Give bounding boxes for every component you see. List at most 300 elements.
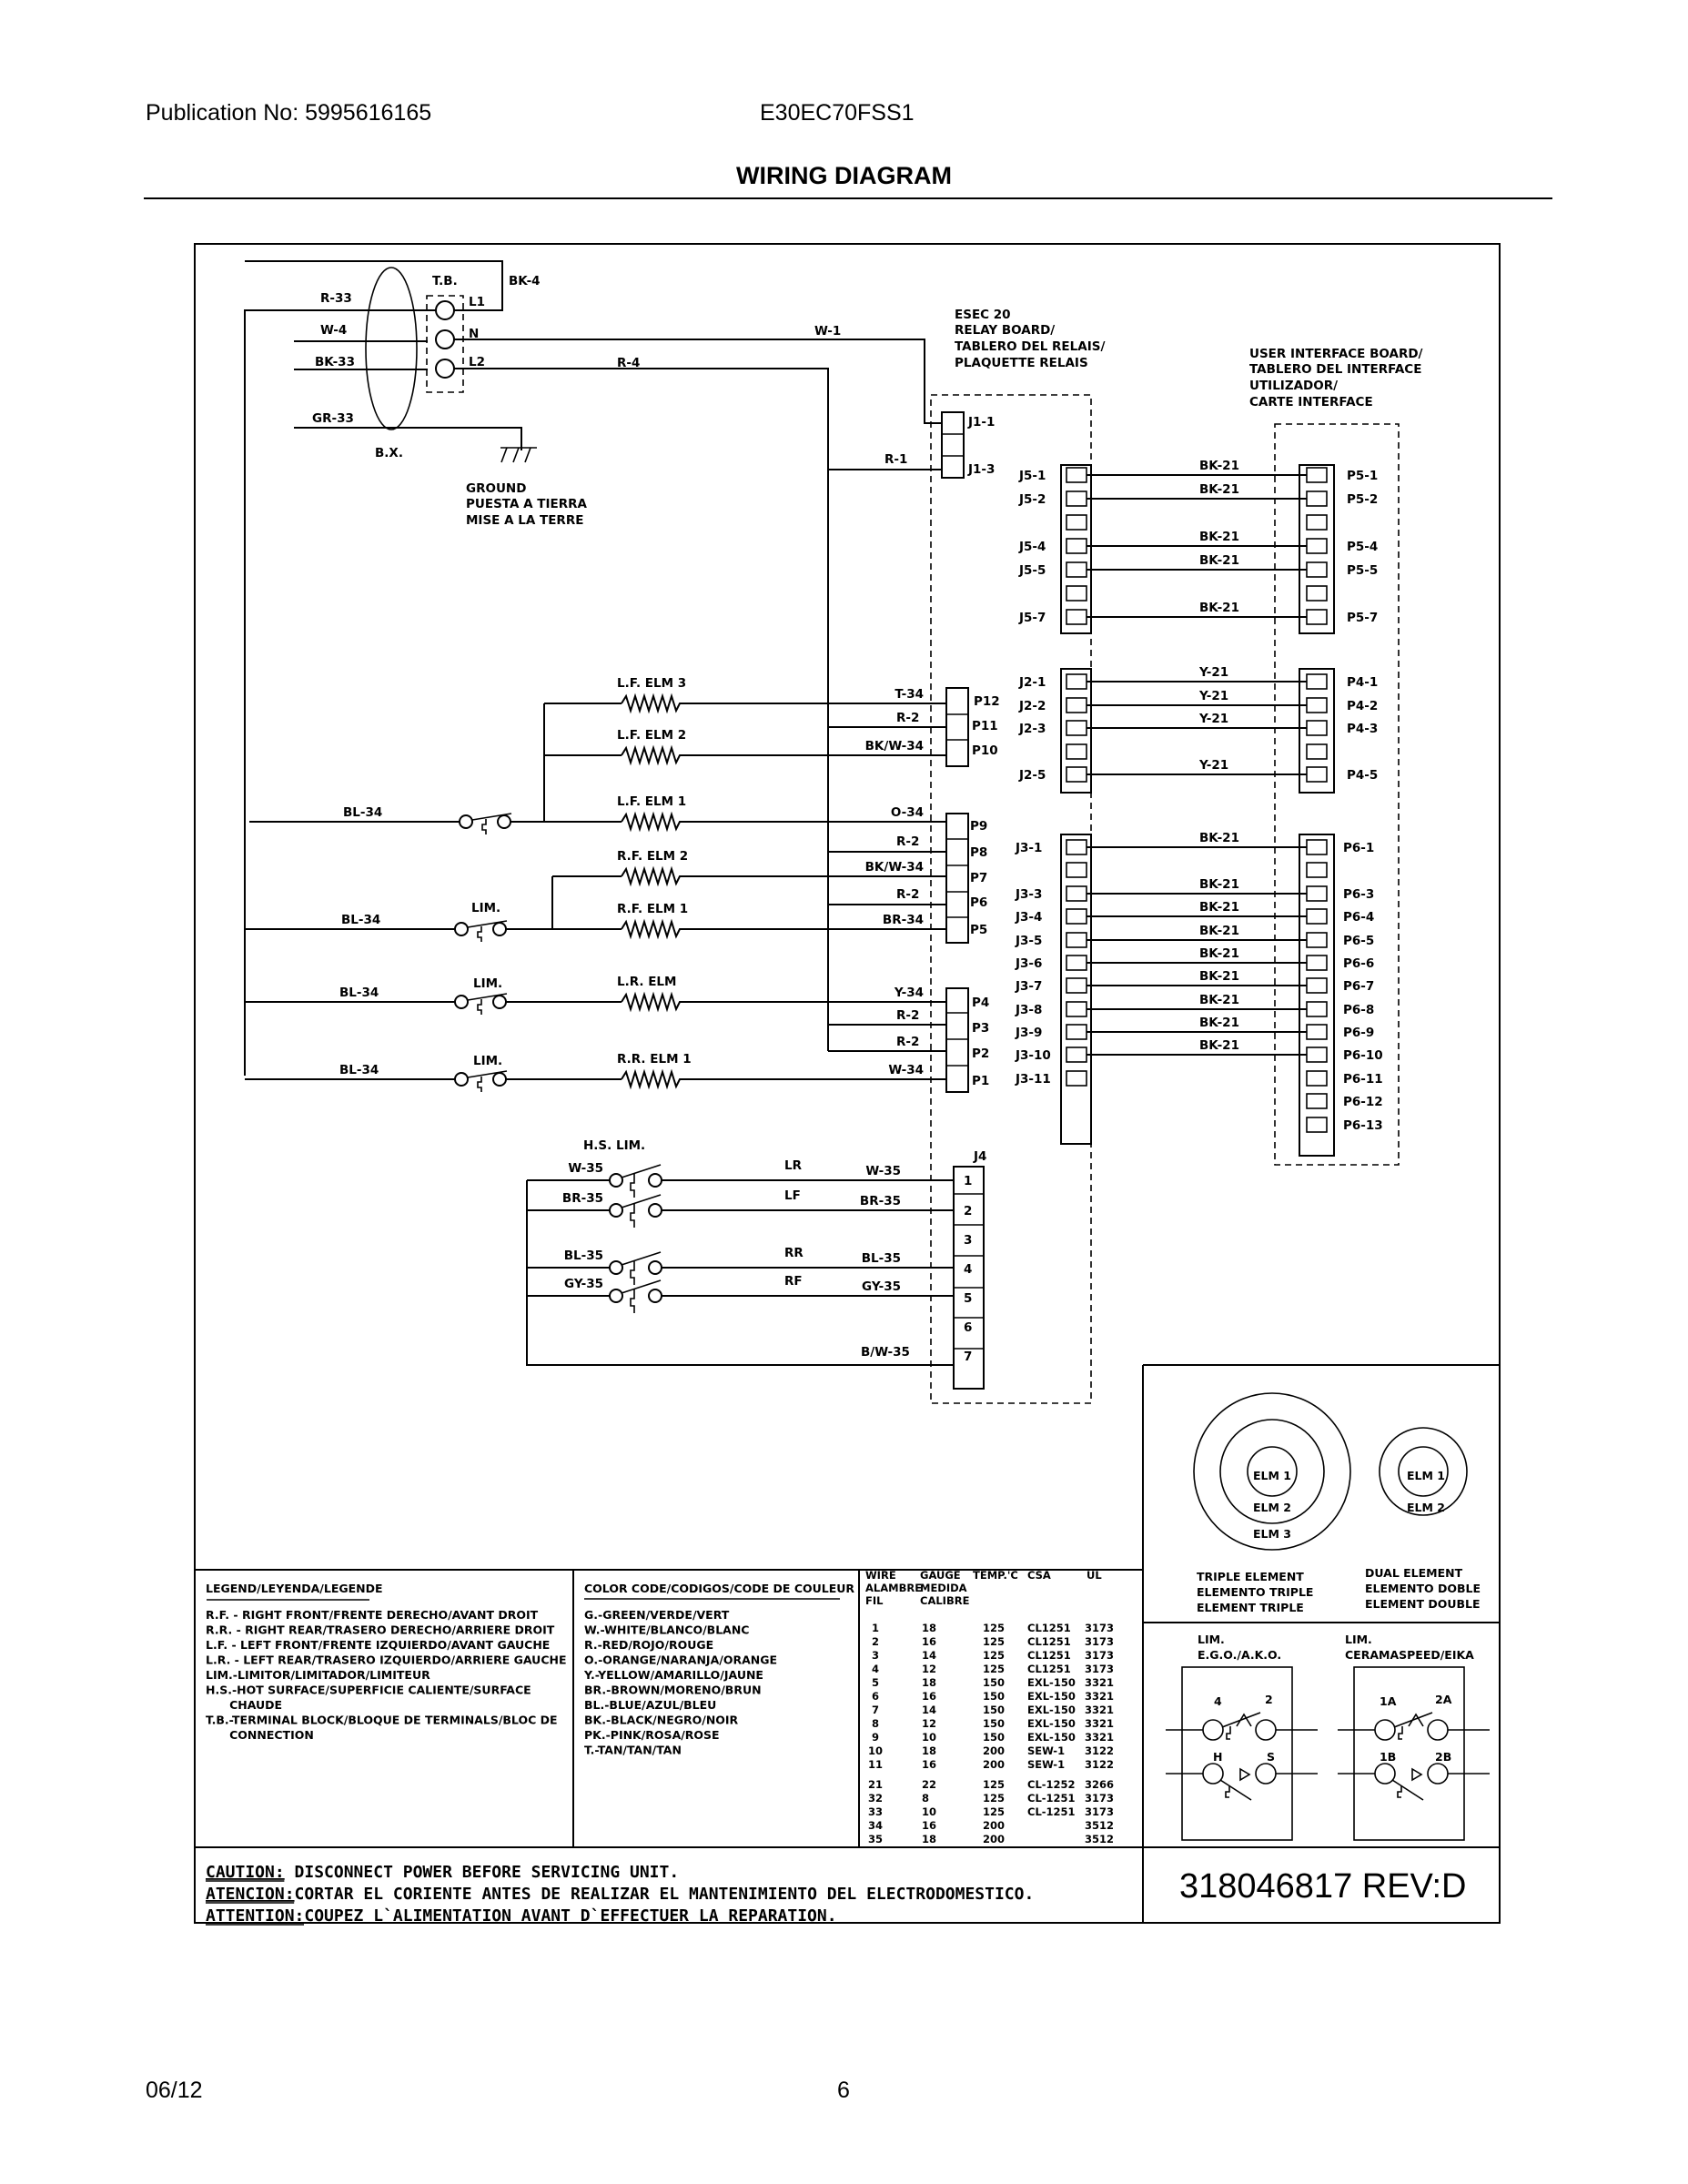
relay-board-label: ESEC 20 [955, 308, 1011, 322]
svg-text:J3-6: J3-6 [1016, 956, 1043, 971]
svg-text:7: 7 [964, 1350, 973, 1364]
svg-text:BR-34: BR-34 [882, 913, 924, 927]
svg-text:125: 125 [983, 1649, 1006, 1662]
svg-text:3173: 3173 [1085, 1649, 1115, 1662]
model-number: E30EC70FSS1 [760, 100, 915, 126]
svg-text:BL.-BLUE/AZUL/BLEU: BL.-BLUE/AZUL/BLEU [584, 1698, 717, 1712]
svg-text:1: 1 [964, 1174, 973, 1188]
svg-text:33: 33 [868, 1805, 884, 1818]
svg-text:6: 6 [964, 1320, 973, 1335]
ground-icon [500, 448, 537, 462]
svg-text:UTILIZADOR/: UTILIZADOR/ [1249, 379, 1339, 393]
svg-text:P6-9: P6-9 [1343, 1026, 1375, 1040]
terminal-block-label: T.B. [432, 274, 458, 288]
svg-text:3266: 3266 [1085, 1778, 1115, 1791]
svg-text:125: 125 [983, 1635, 1006, 1648]
p12-p10-block [946, 688, 968, 766]
svg-text:P6-11: P6-11 [1343, 1072, 1383, 1087]
svg-text:W-34: W-34 [888, 1063, 924, 1077]
svg-text:22: 22 [922, 1778, 937, 1791]
dual-element-caption: DUAL ELEMENT [1365, 1566, 1463, 1580]
p7-label: P7 [970, 871, 988, 885]
svg-text:P5-1: P5-1 [1347, 469, 1379, 483]
elements-section [245, 676, 946, 1092]
hs-lim-label: H.S. LIM. [583, 1138, 646, 1153]
j1-1-label: J1-1 [968, 415, 996, 430]
svg-text:2B: 2B [1435, 1750, 1452, 1764]
svg-text:BK-21: BK-21 [1199, 831, 1239, 845]
svg-text:J3-8: J3-8 [1016, 1003, 1043, 1017]
svg-text:2A: 2A [1435, 1693, 1452, 1706]
svg-text:J2-5: J2-5 [1019, 768, 1046, 783]
wire-label-r1: R-1 [884, 452, 908, 467]
svg-text:J3-11: J3-11 [1016, 1072, 1051, 1087]
wire-label-r2: R-2 [896, 887, 920, 902]
p2-label: P2 [972, 1046, 990, 1061]
svg-text:ELM 3: ELM 3 [1253, 1527, 1291, 1541]
svg-text:J2-3: J2-3 [1019, 722, 1046, 736]
svg-text:16: 16 [922, 1758, 937, 1771]
svg-text:CL1251: CL1251 [1027, 1663, 1071, 1675]
wire-label-r4: R-4 [617, 356, 641, 370]
svg-text:125: 125 [983, 1805, 1006, 1818]
svg-text:ATTENTION:COUPEZ L`ALIMENTATIO: ATTENTION:COUPEZ L`ALIMENTATION AVANT D`EFFECTUER LA REPARATION. [206, 1906, 837, 1926]
svg-text:ELEMENTO DOBLE: ELEMENTO DOBLE [1365, 1582, 1481, 1595]
caution-panel [206, 1863, 1467, 1926]
svg-text:4: 4 [872, 1663, 880, 1675]
svg-text:R.R. ELM 1: R.R. ELM 1 [617, 1052, 692, 1067]
svg-text:S: S [1267, 1750, 1276, 1764]
wire-label-r2: R-2 [896, 834, 920, 849]
footer-page-number: 6 [837, 2078, 850, 2103]
svg-text:J5-7: J5-7 [1019, 611, 1046, 625]
svg-text:P6-6: P6-6 [1343, 956, 1375, 971]
wire-label-bl34: BL-34 [343, 805, 383, 820]
svg-text:16: 16 [922, 1690, 937, 1703]
svg-text:BL-35: BL-35 [563, 1249, 603, 1263]
svg-text:3512: 3512 [1085, 1819, 1115, 1832]
svg-text:EXL-150: EXL-150 [1027, 1704, 1076, 1716]
svg-text:BR-35: BR-35 [859, 1194, 901, 1208]
svg-text:3321: 3321 [1085, 1717, 1115, 1730]
p3-label: P3 [972, 1021, 990, 1036]
svg-text:BK-21: BK-21 [1199, 877, 1239, 892]
svg-text:21: 21 [868, 1778, 884, 1791]
page-title: WIRING DIAGRAM [736, 162, 952, 189]
p10-label: P10 [972, 743, 998, 758]
svg-text:BK-21: BK-21 [1199, 993, 1239, 1007]
limiter-types-panel [1166, 1633, 1490, 1840]
element-types-panel [1143, 1365, 1500, 1923]
svg-text:ELEMENT DOUBLE: ELEMENT DOUBLE [1365, 1597, 1481, 1611]
wire-label-gr33: GR-33 [312, 411, 354, 426]
svg-text:32: 32 [868, 1792, 884, 1805]
svg-text:16: 16 [922, 1819, 937, 1832]
p6-connector [1299, 834, 1334, 1156]
svg-text:T.-TAN/TAN/TAN: T.-TAN/TAN/TAN [584, 1743, 682, 1757]
svg-text:Y-21: Y-21 [1199, 758, 1229, 773]
svg-text:7: 7 [872, 1704, 880, 1716]
limiter-label: LIM. [473, 976, 503, 991]
svg-text:10: 10 [922, 1805, 937, 1818]
legend-title: LEGEND/LEYENDA/LEGENDE [206, 1582, 383, 1595]
svg-text:BL-35: BL-35 [861, 1251, 901, 1266]
svg-text:BK-21: BK-21 [1199, 969, 1239, 984]
svg-text:EXL-150: EXL-150 [1027, 1690, 1076, 1703]
svg-text:TEMP.'C: TEMP.'C [973, 1569, 1018, 1582]
svg-text:Y-34: Y-34 [894, 986, 924, 1000]
svg-text:P6-10: P6-10 [1343, 1048, 1383, 1063]
svg-text:R.-RED/ROJO/ROUGE: R.-RED/ROJO/ROUGE [584, 1638, 714, 1652]
user-interface-board [1249, 347, 1423, 1165]
terminal-l1-label: L1 [469, 295, 485, 309]
svg-text:P6-5: P6-5 [1343, 934, 1375, 948]
svg-text:J5-4: J5-4 [1019, 540, 1046, 554]
wire-spec-table [865, 1569, 1114, 1845]
svg-text:BK/W-34: BK/W-34 [864, 860, 924, 875]
svg-text:W-35: W-35 [568, 1161, 603, 1176]
svg-text:CL1251: CL1251 [1027, 1622, 1071, 1634]
svg-text:34: 34 [868, 1819, 884, 1832]
svg-text:WIRE: WIRE [865, 1569, 896, 1582]
svg-text:J2-1: J2-1 [1019, 675, 1046, 690]
svg-text:150: 150 [983, 1690, 1006, 1703]
wire-label-r2: R-2 [896, 1008, 920, 1023]
svg-text:BK-21: BK-21 [1199, 482, 1239, 497]
p4-label: P4 [972, 996, 990, 1010]
wire-label-bw35: B/W-35 [861, 1345, 910, 1360]
svg-text:200: 200 [983, 1744, 1006, 1757]
hs-limiter-switch-icon [610, 1165, 662, 1198]
wire-label-bl34: BL-34 [339, 986, 379, 1000]
wire-label-w1: W-1 [814, 324, 842, 339]
svg-text:O.-ORANGE/NARANJA/ORANGE: O.-ORANGE/NARANJA/ORANGE [584, 1653, 778, 1667]
svg-text:3173: 3173 [1085, 1635, 1115, 1648]
svg-text:CONNECTION: CONNECTION [206, 1728, 314, 1742]
terminal-l1-icon [436, 301, 454, 319]
svg-text:P6-12: P6-12 [1343, 1095, 1383, 1109]
svg-text:10: 10 [922, 1731, 937, 1744]
svg-text:Y-21: Y-21 [1199, 712, 1229, 726]
bx-cable-icon [366, 268, 417, 430]
hot-surface-limiters [527, 1138, 954, 1365]
hs-limiter-switch-icon [610, 1252, 662, 1285]
svg-text:125: 125 [983, 1663, 1006, 1675]
svg-text:1: 1 [872, 1622, 880, 1634]
footer-date: 06/12 [146, 2078, 203, 2103]
svg-text:P5-2: P5-2 [1347, 492, 1379, 507]
svg-text:L.R. - LEFT REAR/TRASERO IZQUI: L.R. - LEFT REAR/TRASERO IZQUIERDO/ARRIERE GAUCHE [206, 1653, 567, 1667]
publication-number: Publication No: 5995616165 [146, 100, 432, 126]
svg-text:125: 125 [983, 1622, 1006, 1634]
svg-text:200: 200 [983, 1819, 1006, 1832]
svg-text:125: 125 [983, 1792, 1006, 1805]
wire-r4-bus [454, 369, 828, 1051]
svg-text:EXL-150: EXL-150 [1027, 1676, 1076, 1689]
svg-text:5: 5 [872, 1676, 880, 1689]
svg-text:4: 4 [1214, 1694, 1222, 1708]
svg-text:BK-21: BK-21 [1199, 900, 1239, 915]
svg-text:3: 3 [872, 1649, 880, 1662]
ceramaspeed-limiter-title: LIM. [1345, 1633, 1372, 1646]
svg-text:R.R. - RIGHT REAR/TRASERO DERE: R.R. - RIGHT REAR/TRASERO DERECHO/ARRIERE DROIT [206, 1623, 555, 1637]
svg-text:ELEMENTO TRIPLE: ELEMENTO TRIPLE [1197, 1585, 1314, 1599]
svg-text:PLAQUETTE RELAIS: PLAQUETTE RELAIS [955, 356, 1088, 370]
triple-element-caption: TRIPLE ELEMENT [1197, 1570, 1304, 1583]
svg-text:CARTE INTERFACE: CARTE INTERFACE [1249, 395, 1373, 410]
svg-text:12: 12 [922, 1717, 937, 1730]
wire-label-bk4: BK-4 [509, 274, 541, 288]
svg-text:GY-35: GY-35 [564, 1277, 603, 1291]
p1-label: P1 [972, 1074, 990, 1088]
svg-text:3321: 3321 [1085, 1731, 1115, 1744]
svg-text:18: 18 [922, 1833, 937, 1845]
svg-text:W-35: W-35 [865, 1164, 901, 1178]
svg-text:3: 3 [964, 1233, 973, 1248]
svg-text:18: 18 [922, 1622, 937, 1634]
svg-text:Y-21: Y-21 [1199, 665, 1229, 680]
svg-text:J3-4: J3-4 [1016, 910, 1043, 925]
ground-label-es: PUESTA A TIERRA [466, 497, 587, 511]
svg-text:LF: LF [784, 1188, 801, 1203]
svg-text:3512: 3512 [1085, 1833, 1115, 1845]
svg-text:O-34: O-34 [890, 805, 924, 820]
svg-text:3173: 3173 [1085, 1805, 1115, 1818]
terminal-block-section [245, 261, 588, 1076]
limiter-switch-icon [455, 1071, 507, 1092]
svg-text:P4-5: P4-5 [1347, 768, 1379, 783]
svg-text:3321: 3321 [1085, 1676, 1115, 1689]
svg-text:CL1251: CL1251 [1027, 1649, 1071, 1662]
svg-text:CSA: CSA [1027, 1569, 1051, 1582]
svg-text:T.B.-TERMINAL BLOCK/BLOQUE DE: T.B.-TERMINAL BLOCK/BLOQUE DE TERMINALS/BLOC DE [206, 1713, 558, 1727]
svg-text:14: 14 [922, 1649, 937, 1662]
svg-text:1B: 1B [1380, 1750, 1397, 1764]
p5-connector [1299, 465, 1334, 633]
svg-text:BK-21: BK-21 [1199, 946, 1239, 961]
svg-text:CL-1251: CL-1251 [1027, 1792, 1076, 1805]
ego-limiter-icon [1182, 1667, 1292, 1840]
svg-text:RELAY BOARD/: RELAY BOARD/ [955, 323, 1056, 338]
svg-text:150: 150 [983, 1731, 1006, 1744]
hs-limiter-switch-icon [610, 1280, 662, 1313]
hs-limiter-switch-icon [610, 1195, 662, 1228]
svg-text:CL1251: CL1251 [1027, 1635, 1071, 1648]
svg-text:PK.-PINK/ROSA/ROSE: PK.-PINK/ROSA/ROSE [584, 1728, 720, 1742]
svg-text:6: 6 [872, 1690, 880, 1703]
limiter-switch-icon [455, 921, 507, 942]
svg-text:CALIBRE: CALIBRE [920, 1594, 970, 1607]
svg-text:L.F. ELM 2: L.F. ELM 2 [617, 728, 687, 743]
svg-text:8: 8 [922, 1792, 930, 1805]
terminal-n-label: N [469, 327, 480, 341]
svg-text:H: H [1213, 1750, 1223, 1764]
svg-text:L.R. ELM: L.R. ELM [617, 975, 677, 989]
svg-text:J3-7: J3-7 [1016, 979, 1043, 994]
svg-text:ELM 2: ELM 2 [1253, 1501, 1291, 1514]
svg-text:MEDIDA: MEDIDA [920, 1582, 967, 1594]
svg-text:EXL-150: EXL-150 [1027, 1731, 1076, 1744]
wire-label-r2: R-2 [896, 1035, 920, 1049]
svg-text:ATENCION:CORTAR EL CORIENTE AN: ATENCION:CORTAR EL CORIENTE ANTES DE REALIZAR EL MANTENIMIENTO DEL ELECTRODOMESTICO. [206, 1885, 1035, 1904]
limiter-switch-icon [460, 814, 511, 834]
terminal-n-icon [436, 330, 454, 349]
svg-text:SEW-1: SEW-1 [1027, 1758, 1066, 1771]
svg-text:3173: 3173 [1085, 1622, 1115, 1634]
color-code-title: COLOR CODE/CODIGOS/CODE DE COULEUR [584, 1582, 855, 1595]
svg-text:BK-21: BK-21 [1199, 553, 1239, 568]
svg-text:BK-21: BK-21 [1199, 530, 1239, 544]
svg-text:J5-2: J5-2 [1019, 492, 1046, 507]
svg-text:P6-1: P6-1 [1343, 841, 1375, 855]
svg-text:P5-4: P5-4 [1347, 540, 1379, 554]
ego-limiter-title: LIM. [1198, 1633, 1225, 1646]
svg-text:3122: 3122 [1085, 1758, 1115, 1771]
svg-text:BR-35: BR-35 [561, 1191, 603, 1206]
svg-text:P6-3: P6-3 [1343, 887, 1375, 902]
svg-text:G.-GREEN/VERDE/VERT: G.-GREEN/VERDE/VERT [584, 1608, 730, 1622]
svg-text:L.F. - LEFT FRONT/FRENTE IZQUI: L.F. - LEFT FRONT/FRENTE IZQUIERDO/AVANT GAUCHE [206, 1638, 551, 1652]
svg-text:ELM 1: ELM 1 [1253, 1469, 1291, 1482]
svg-text:J3-10: J3-10 [1016, 1048, 1051, 1063]
svg-text:E.G.O./A.K.O.: E.G.O./A.K.O. [1198, 1648, 1282, 1662]
drawing-number: 318046817 REV:D [1179, 1867, 1467, 1906]
wire-label-bl34: BL-34 [341, 913, 381, 927]
svg-text:GY-35: GY-35 [862, 1279, 901, 1294]
svg-text:J3-9: J3-9 [1016, 1026, 1043, 1040]
svg-text:R.F. ELM 2: R.F. ELM 2 [617, 849, 689, 864]
svg-text:FIL: FIL [865, 1594, 884, 1607]
svg-text:200: 200 [983, 1833, 1006, 1845]
svg-text:P6-7: P6-7 [1343, 979, 1375, 994]
svg-text:18: 18 [922, 1676, 937, 1689]
svg-text:GAUGE: GAUGE [920, 1569, 961, 1582]
svg-text:LIM.-LIMITOR/LIMITADOR/LIMITEU: LIM.-LIMITOR/LIMITADOR/LIMITEUR [206, 1668, 430, 1682]
svg-text:5: 5 [964, 1291, 973, 1306]
svg-text:TABLERO DEL RELAIS/: TABLERO DEL RELAIS/ [955, 339, 1106, 354]
svg-text:CAUTION: DISCONNECT POWER BEFO: CAUTION: DISCONNECT POWER BEFORE SERVICING UNIT. [206, 1863, 680, 1882]
ground-label: GROUND [466, 481, 527, 496]
p9-label: P9 [970, 819, 988, 834]
svg-text:SEW-1: SEW-1 [1027, 1744, 1066, 1757]
wire-label-r33: R-33 [320, 291, 352, 306]
svg-text:CHAUDE: CHAUDE [206, 1698, 283, 1712]
wire-label-bl34: BL-34 [339, 1063, 379, 1077]
svg-text:L.F. ELM 1: L.F. ELM 1 [617, 794, 687, 809]
svg-text:9: 9 [872, 1731, 880, 1744]
p5-label: P5 [970, 923, 988, 937]
svg-text:150: 150 [983, 1704, 1006, 1716]
svg-text:RR: RR [784, 1246, 804, 1260]
p11-label: P11 [972, 719, 998, 733]
svg-text:UL: UL [1087, 1569, 1102, 1582]
bx-label: B.X. [375, 446, 403, 460]
svg-text:LR: LR [784, 1158, 802, 1173]
svg-text:P4-2: P4-2 [1347, 699, 1379, 713]
svg-text:1A: 1A [1380, 1694, 1397, 1708]
svg-text:Y.-YELLOW/AMARILLO/JAUNE: Y.-YELLOW/AMARILLO/JAUNE [584, 1668, 763, 1682]
svg-text:W.-WHITE/BLANCO/BLANC: W.-WHITE/BLANCO/BLANC [584, 1623, 750, 1637]
svg-text:BK-21: BK-21 [1199, 1016, 1239, 1030]
svg-text:ELEMENT TRIPLE: ELEMENT TRIPLE [1197, 1601, 1304, 1614]
svg-text:11: 11 [868, 1758, 884, 1771]
svg-text:BK-21: BK-21 [1199, 601, 1239, 615]
svg-text:18: 18 [922, 1744, 937, 1757]
svg-text:3122: 3122 [1085, 1744, 1115, 1757]
p8-label: P8 [970, 845, 988, 860]
svg-text:10: 10 [868, 1744, 884, 1757]
svg-text:14: 14 [922, 1704, 937, 1716]
svg-text:J5-1: J5-1 [1019, 469, 1046, 483]
svg-text:3173: 3173 [1085, 1792, 1115, 1805]
svg-text:2: 2 [964, 1204, 973, 1218]
j1-3-label: J1-3 [968, 462, 996, 477]
svg-text:TABLERO DEL INTERFACE: TABLERO DEL INTERFACE [1249, 362, 1422, 377]
svg-text:Y-21: Y-21 [1199, 689, 1229, 703]
svg-text:BK-21: BK-21 [1199, 924, 1239, 938]
svg-text:L.F. ELM 3: L.F. ELM 3 [617, 676, 687, 691]
svg-text:BR.-BROWN/MORENO/BRUN: BR.-BROWN/MORENO/BRUN [584, 1683, 762, 1697]
svg-text:R.F. ELM 1: R.F. ELM 1 [617, 902, 689, 916]
svg-text:8: 8 [872, 1717, 880, 1730]
svg-text:P5-5: P5-5 [1347, 563, 1379, 578]
svg-text:BK-21: BK-21 [1199, 1038, 1239, 1053]
svg-text:P6-8: P6-8 [1343, 1003, 1375, 1017]
limiter-label: LIM. [471, 901, 501, 915]
svg-text:J3-5: J3-5 [1016, 934, 1043, 948]
svg-text:J3-1: J3-1 [1016, 841, 1043, 855]
svg-text:3173: 3173 [1085, 1663, 1115, 1675]
svg-text:ALAMBRE: ALAMBRE [865, 1582, 923, 1594]
ui-board-label: USER INTERFACE BOARD/ [1249, 347, 1423, 361]
svg-text:R.F. - RIGHT FRONT/FRENTE DERE: R.F. - RIGHT FRONT/FRENTE DERECHO/AVANT DROIT [206, 1608, 539, 1622]
terminal-l2-icon [436, 359, 454, 378]
svg-text:150: 150 [983, 1676, 1006, 1689]
ground-label-fr: MISE A LA TERRE [466, 513, 584, 528]
terminal-l2-label: L2 [469, 355, 485, 369]
svg-text:BK.-BLACK/NEGRO/NOIR: BK.-BLACK/NEGRO/NOIR [584, 1713, 739, 1727]
svg-text:P4-1: P4-1 [1347, 675, 1379, 690]
svg-text:J3-3: J3-3 [1016, 887, 1043, 902]
svg-text:3321: 3321 [1085, 1704, 1115, 1716]
svg-text:RF: RF [784, 1274, 803, 1289]
svg-text:P4-3: P4-3 [1347, 722, 1379, 736]
svg-text:J5-5: J5-5 [1019, 563, 1046, 578]
svg-text:ELM 2: ELM 2 [1407, 1501, 1445, 1514]
svg-text:2: 2 [1265, 1693, 1273, 1706]
wire-label-bk33: BK-33 [315, 355, 355, 369]
svg-text:4: 4 [964, 1262, 973, 1277]
svg-text:150: 150 [983, 1717, 1006, 1730]
svg-text:CL-1251: CL-1251 [1027, 1805, 1076, 1818]
svg-text:35: 35 [868, 1833, 884, 1845]
svg-text:P6-13: P6-13 [1343, 1118, 1383, 1133]
wire-w1 [454, 339, 946, 423]
p9-p5-block [946, 814, 968, 943]
svg-text:ELM 1: ELM 1 [1407, 1469, 1445, 1482]
svg-text:125: 125 [983, 1778, 1006, 1791]
svg-text:200: 200 [983, 1758, 1006, 1771]
limiter-switch-icon [455, 994, 507, 1015]
svg-text:CERAMASPEED/EIKA: CERAMASPEED/EIKA [1345, 1648, 1474, 1662]
limiter-label: LIM. [473, 1054, 503, 1068]
svg-text:T-34: T-34 [895, 687, 924, 702]
svg-text:EXL-150: EXL-150 [1027, 1717, 1076, 1730]
j4-label: J4 [974, 1149, 987, 1164]
wire-label-w4: W-4 [320, 323, 348, 338]
svg-text:P5-7: P5-7 [1347, 611, 1379, 625]
svg-text:J2-2: J2-2 [1019, 699, 1046, 713]
